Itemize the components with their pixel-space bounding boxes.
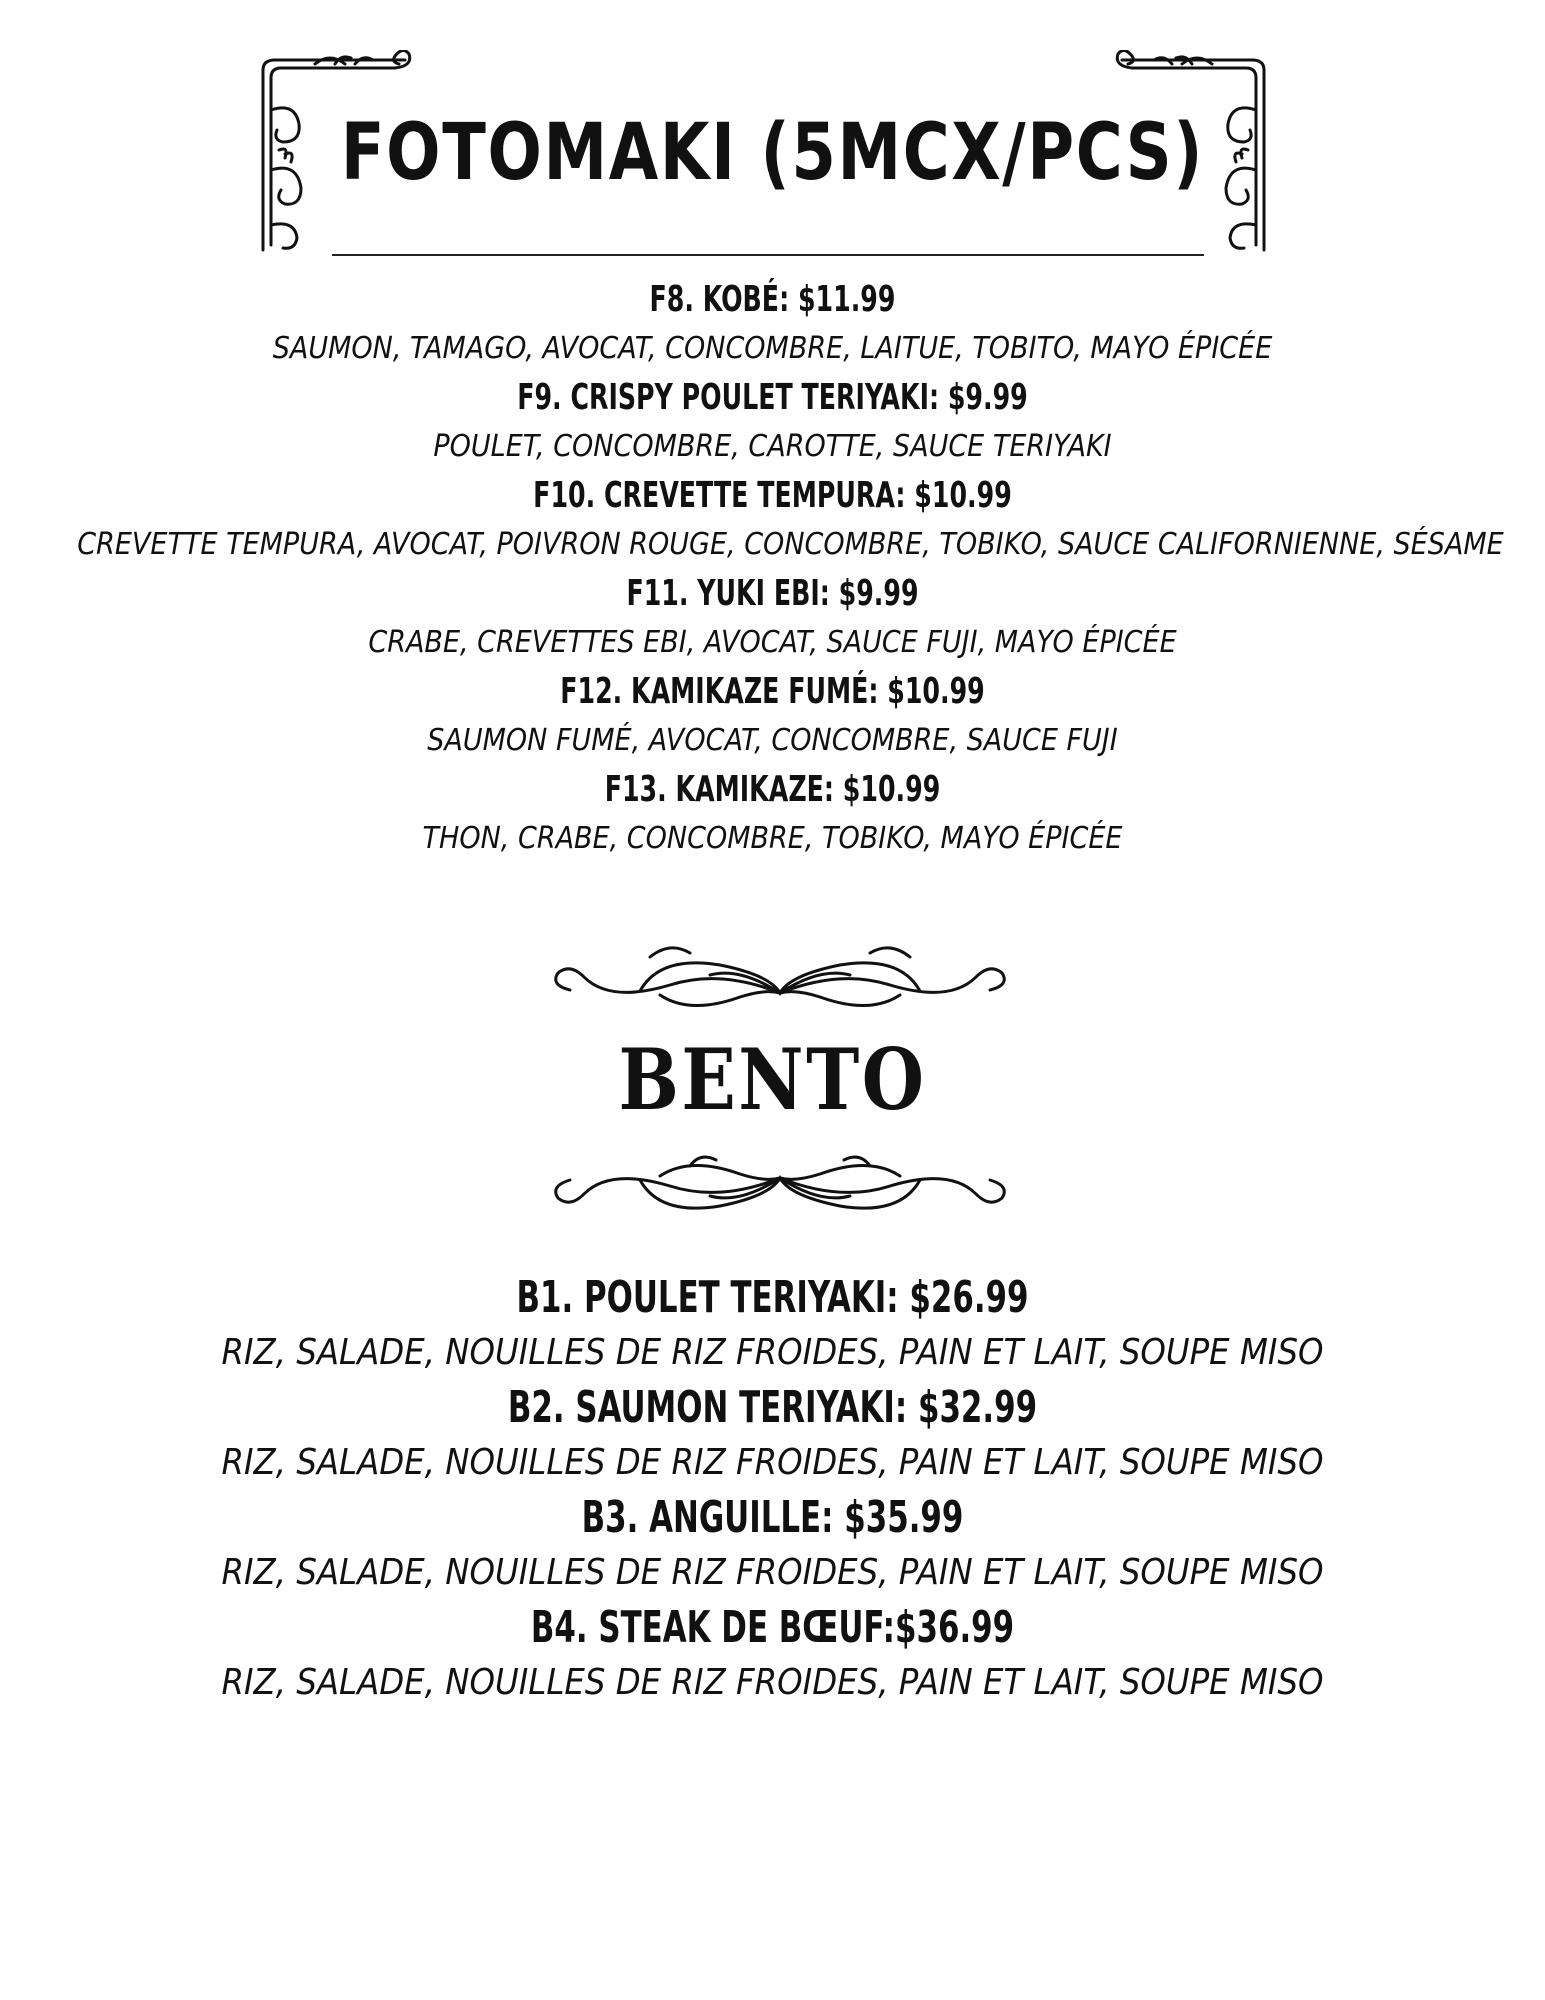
list-item bbox=[0, 668, 1545, 766]
item-description: RIZ, SALADE, NOUILLES DE RIZ FROIDES, PAIN ET LAIT, SOUPE MISO bbox=[221, 1662, 1324, 1703]
item-name: F11. YUKI EBI: $9.99 bbox=[626, 573, 919, 614]
item-name: B4. STEAK DE BŒUF:$36.99 bbox=[530, 1602, 1015, 1653]
bento-list bbox=[0, 1270, 1545, 1710]
list-item bbox=[0, 570, 1545, 668]
list-item bbox=[0, 766, 1545, 864]
item-name: F8. KOBÉ: $11.99 bbox=[649, 279, 896, 320]
item-name: F13. KAMIKAZE: $10.99 bbox=[604, 769, 941, 810]
item-description: RIZ, SALADE, NOUILLES DE RIZ FROIDES, PAIN ET LAIT, SOUPE MISO bbox=[221, 1552, 1324, 1593]
item-name: B3. ANGUILLE: $35.99 bbox=[581, 1492, 964, 1543]
list-item bbox=[0, 1490, 1545, 1600]
item-name: F9. CRISPY POULET TERIYAKI: $9.99 bbox=[517, 377, 1028, 418]
flourish-divider-top-icon bbox=[540, 935, 1020, 1025]
item-name: F12. KAMIKAZE FUMÉ: $10.99 bbox=[560, 671, 985, 712]
item-description: RIZ, SALADE, NOUILLES DE RIZ FROIDES, PAIN ET LAIT, SOUPE MISO bbox=[221, 1442, 1324, 1483]
item-description: SAUMON, TAMAGO, AVOCAT, CONCOMBRE, LAITUE, TOBITO, MAYO ÉPICÉE bbox=[272, 331, 1273, 366]
item-description: SAUMON FUMÉ, AVOCAT, CONCOMBRE, SAUCE FUJI bbox=[427, 723, 1118, 758]
bento-section-title: BENTO bbox=[618, 1030, 927, 1129]
list-item bbox=[0, 1380, 1545, 1490]
fotomaki-list bbox=[0, 276, 1545, 864]
item-description: THON, CRABE, CONCOMBRE, TOBIKO, MAYO ÉPICÉE bbox=[422, 821, 1123, 856]
item-name: F10. CREVETTE TEMPURA: $10.99 bbox=[533, 475, 1012, 516]
item-name: B2. SAUMON TERIYAKI: $32.99 bbox=[507, 1382, 1038, 1433]
fotomaki-section-title: FOTOMAKI (5MCX/PCS) bbox=[340, 108, 1205, 198]
list-item bbox=[0, 374, 1545, 472]
item-description: RIZ, SALADE, NOUILLES DE RIZ FROIDES, PAIN ET LAIT, SOUPE MISO bbox=[221, 1332, 1324, 1373]
item-description: POULET, CONCOMBRE, CAROTTE, SAUCE TERIYAKI bbox=[433, 429, 1112, 464]
item-description: CREVETTE TEMPURA, AVOCAT, POIVRON ROUGE, CONCOMBRE, TOBIKO, SAUCE CALIFORNIENNE, SÉSAME bbox=[77, 527, 1504, 562]
list-item bbox=[0, 1270, 1545, 1380]
flourish-divider-bottom-icon bbox=[540, 1140, 1020, 1230]
list-item bbox=[0, 1600, 1545, 1710]
list-item bbox=[0, 472, 1545, 570]
list-item bbox=[0, 276, 1545, 374]
title-divider bbox=[332, 254, 1204, 256]
item-description: CRABE, CREVETTES EBI, AVOCAT, SAUCE FUJI, MAYO ÉPICÉE bbox=[368, 625, 1177, 660]
item-name: B1. POULET TERIYAKI: $26.99 bbox=[516, 1272, 1029, 1323]
